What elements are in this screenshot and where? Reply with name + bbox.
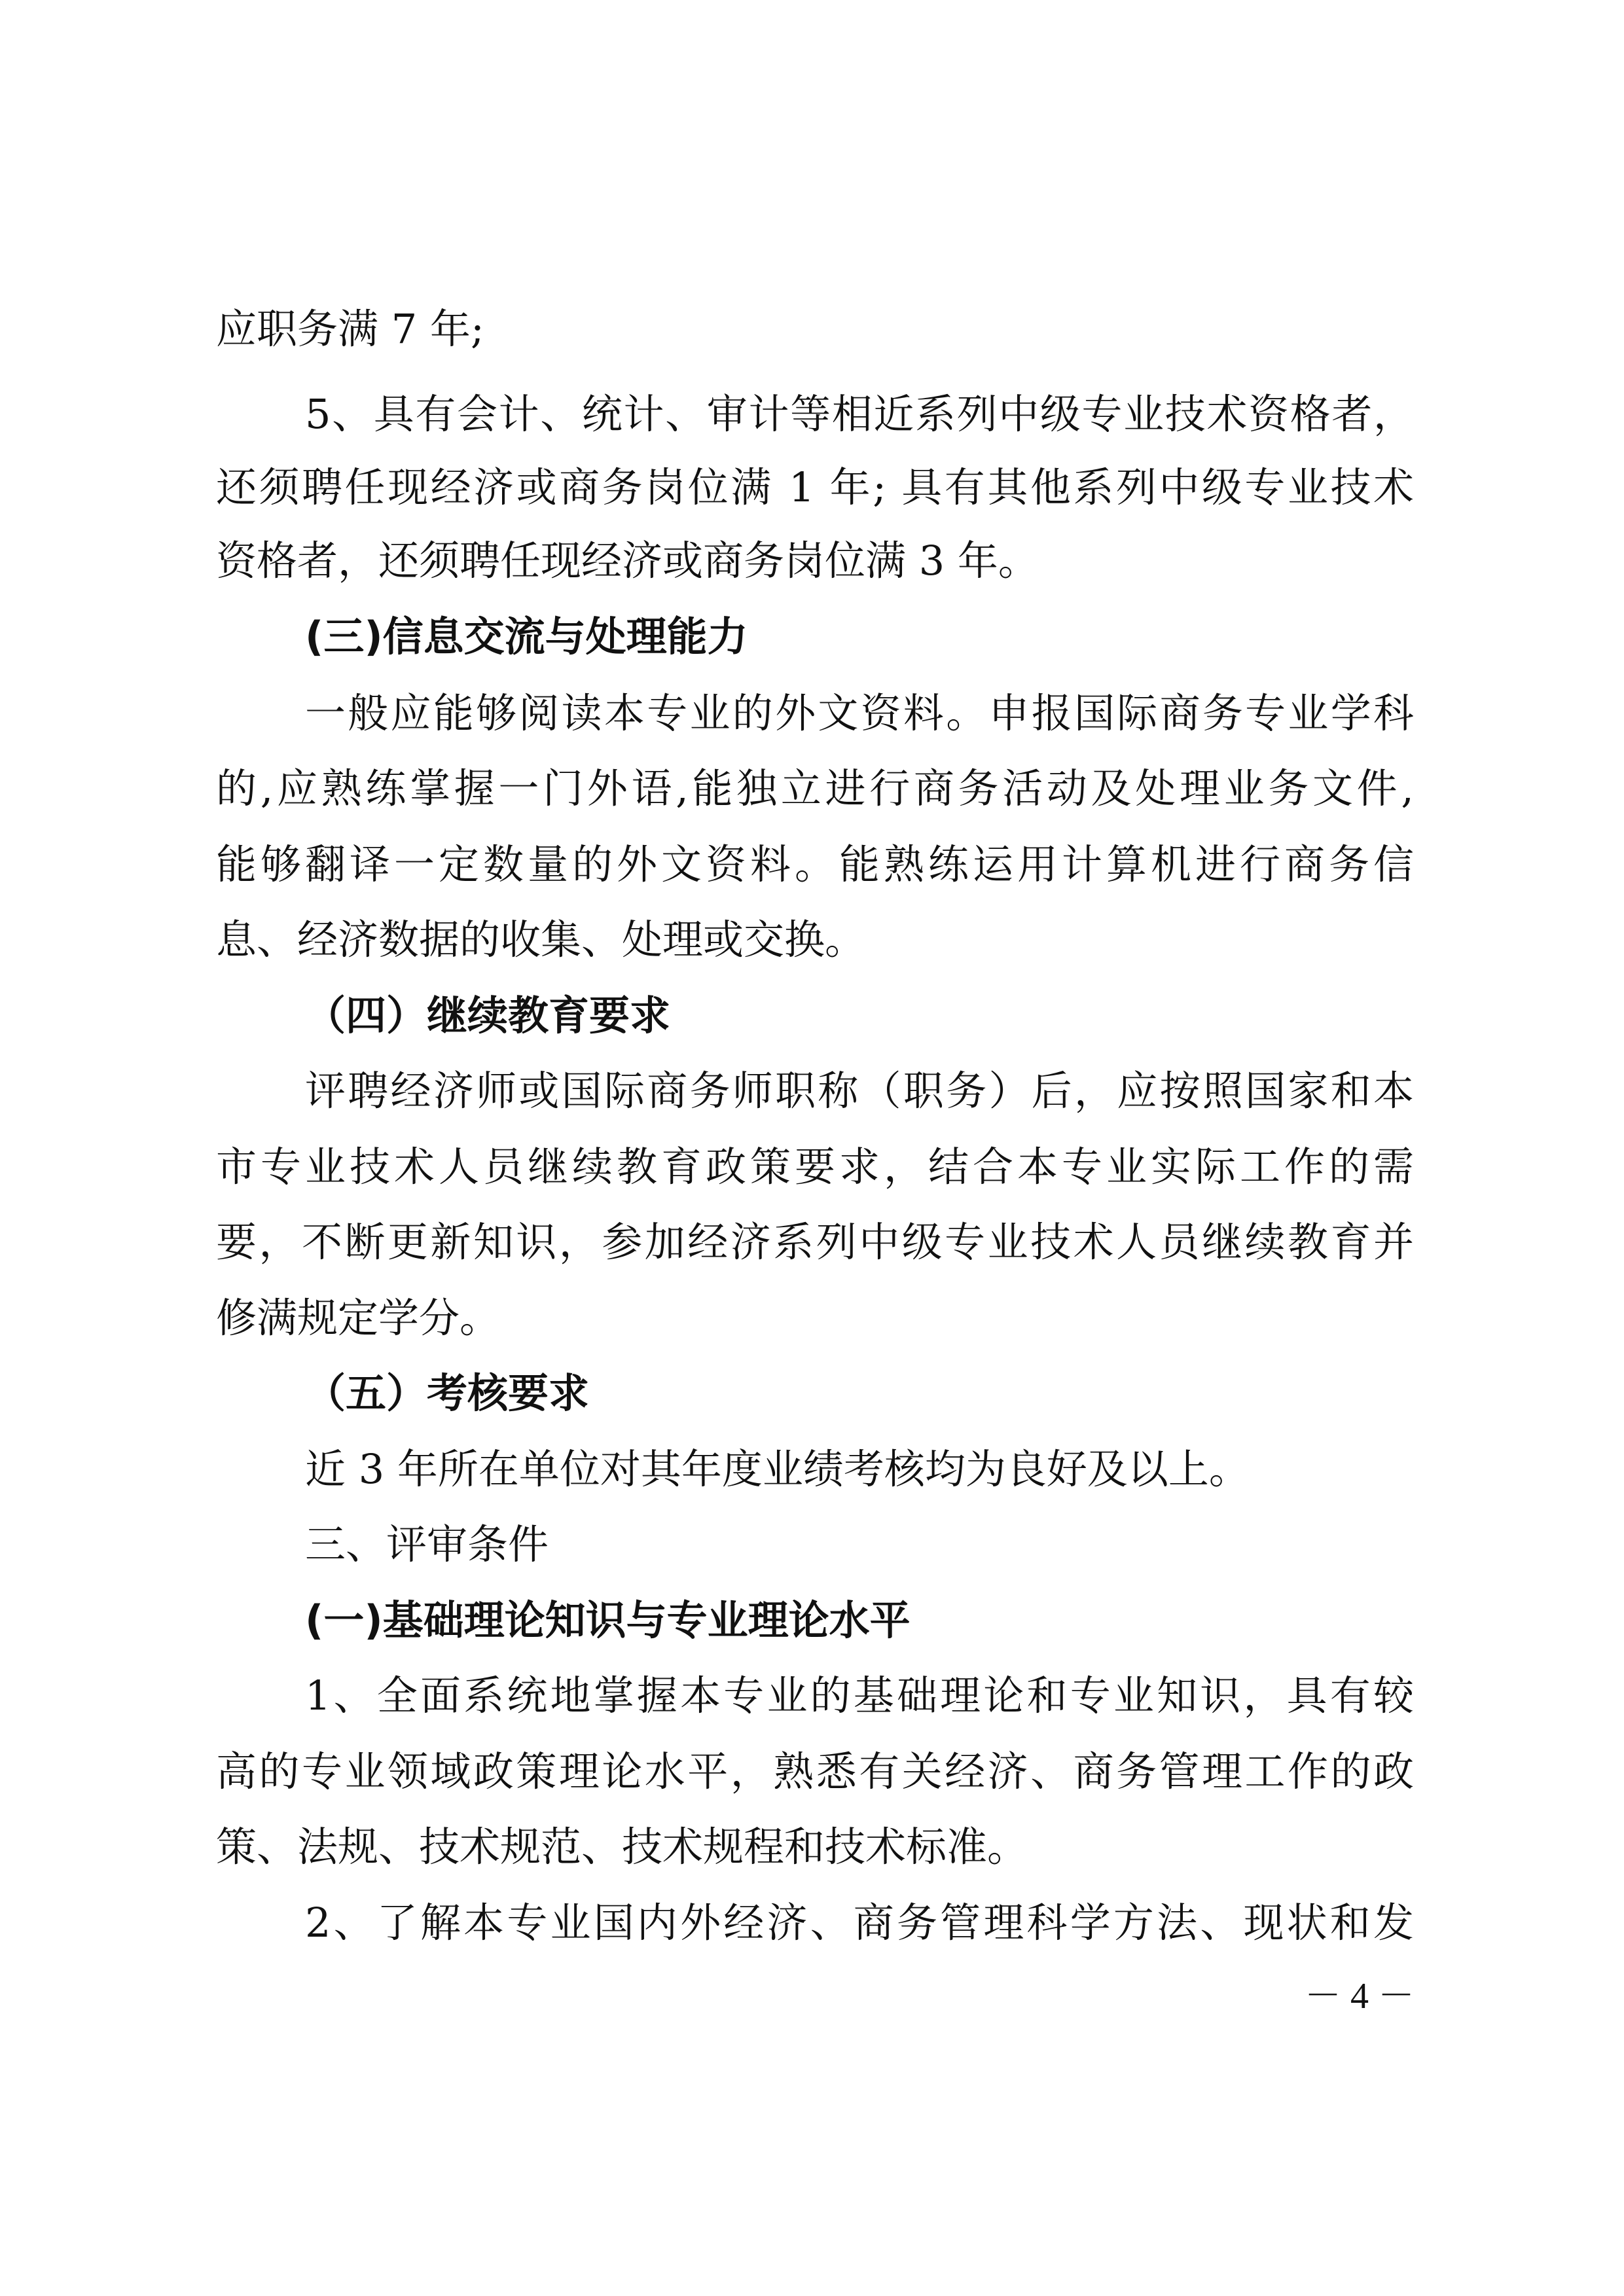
text-line: 息、经济数据的收集、处理或交换。	[216, 916, 866, 963]
page-number: － 4 －	[1305, 1976, 1415, 2017]
section-heading: (一)基础理论知识与专业理论水平	[305, 1596, 911, 1644]
text-line: 要，不断更新知识，参加经济系列中级专业技术人员继续教育并	[216, 1218, 1414, 1266]
section-title: 三、评审条件	[305, 1520, 549, 1568]
section-heading: （五）考核要求	[305, 1369, 590, 1417]
text-line: 还须聘任现经济或商务岗位满 1 年; 具有其他系列中级专业技术	[216, 463, 1414, 511]
section-heading: （四）继续教育要求	[305, 992, 671, 1039]
text-line: 修满规定学分。	[216, 1294, 501, 1342]
text-line: 应职务满 7 年;	[216, 305, 484, 353]
text-line: 近 3 年所在单位对其年度业绩考核均为良好及以上。	[305, 1445, 1250, 1493]
text-line: 5、具有会计、统计、审计等相近系列中级专业技术资格者，	[305, 390, 1414, 438]
text-line: 一般应能够阅读本专业的外文资料。申报国际商务专业学科	[305, 689, 1414, 737]
text-line: 的,应熟练掌握一门外语,能独立进行商务活动及处理业务文件,	[216, 764, 1414, 812]
text-line: 策、法规、技术规范、技术规程和技术标准。	[216, 1823, 1028, 1871]
text-line: 1、全面系统地掌握本专业的基础理论和专业知识，具有较	[305, 1672, 1414, 1719]
text-line: 高的专业领域政策理论水平，熟悉有关经济、商务管理工作的政	[216, 1748, 1414, 1795]
text-line: 评聘经济师或国际商务师职称（职务）后，应按照国家和本	[305, 1067, 1414, 1115]
text-line: 资格者，还须聘任现经济或商务岗位满 3 年。	[216, 537, 1039, 584]
text-line: 能够翻译一定数量的外文资料。能熟练运用计算机进行商务信	[216, 840, 1414, 888]
section-heading: (三)信息交流与处理能力	[305, 613, 748, 660]
text-line: 市专业技术人员继续教育政策要求，结合本专业实际工作的需	[216, 1143, 1414, 1191]
text-line: 2、了解本专业国内外经济、商务管理科学方法、现状和发	[305, 1899, 1414, 1946]
